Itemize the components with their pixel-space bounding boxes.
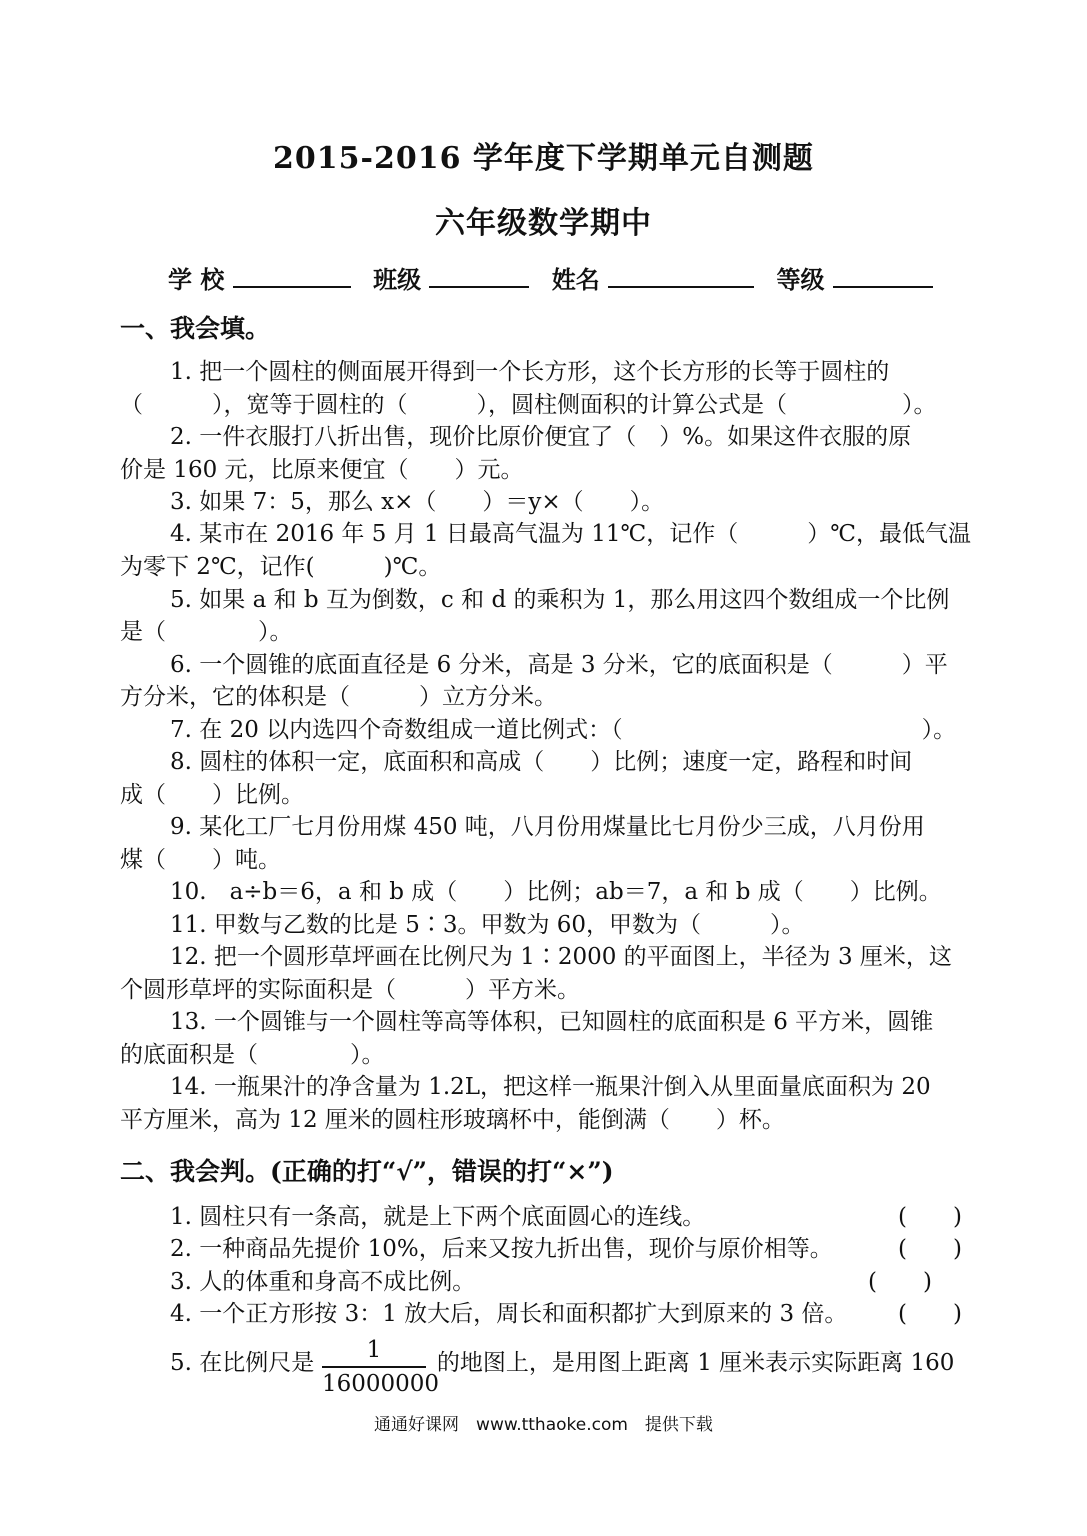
exam-title: 2015-2016 学年度下学期单元自测题 xyxy=(273,141,814,176)
school-label: 学 校 xyxy=(168,265,225,294)
footer-credit: 通通好课网 www.tthaoke.com 提供下载 xyxy=(374,1415,713,1435)
section2-heading: 二、我会判。(正确的打“√”，错误的打“×”) xyxy=(120,1157,614,1186)
fill-line: 12. 把一个圆形草坪画在比例尺为 1∶2000 的平面图上，半径为 3 厘米，这 xyxy=(170,944,952,970)
judge-text: 1. 圆柱只有一条高，就是上下两个底面圆心的连线。 xyxy=(170,1204,706,1230)
fill-line: 14. 一瓶果汁的净含量为 1.2L，把这样一瓶果汁倒入从里面量底面积为 20 xyxy=(170,1074,931,1100)
fill-line: 3. 如果 7：5，那么 x×（ ）＝y×（ ）。 xyxy=(170,489,665,515)
class-blank xyxy=(429,264,529,288)
fill-line: 平方厘米，高为 12 厘米的圆柱形玻璃杯中，能倒满（ ）杯。 xyxy=(120,1107,785,1133)
fill-line: 4. 某市在 2016 年 5 月 1 日最高气温为 11℃，记作（ ）℃，最低气温 xyxy=(170,521,971,547)
judge-text: 3. 人的体重和身高不成比例。 xyxy=(170,1269,476,1295)
judge5-suffix: 的地图上，是用图上距离 1 厘米表示实际距离 160 xyxy=(436,1350,955,1376)
fill-line: 成（ ）比例。 xyxy=(120,782,304,808)
fill-line: 为零下 2℃，记作( )℃。 xyxy=(120,554,442,580)
fill-line: 10. a÷b＝6，a 和 b 成（ ）比例；ab＝7，a 和 b 成（ ）比例。 xyxy=(170,879,942,905)
fill-line: 是（ ）。 xyxy=(120,619,293,645)
judge-item xyxy=(170,1266,970,1298)
fill-line: （ ），宽等于圆柱的（ ），圆柱侧面积的计算公式是（ ）。 xyxy=(120,392,937,418)
judge-item xyxy=(170,1233,970,1265)
student-info-row xyxy=(168,260,928,295)
fill-line: 8. 圆柱的体积一定，底面积和高成（ ）比例；速度一定，路程和时间 xyxy=(170,749,913,775)
exam-subtitle: 六年级数学期中 xyxy=(435,206,652,241)
judge-item xyxy=(170,1201,970,1233)
fill-line: 13. 一个圆锥与一个圆柱等高等体积，已知圆柱的底面积是 6 平方米，圆锥 xyxy=(170,1009,934,1035)
fill-line: 11. 甲数与乙数的比是 5∶3。甲数为 60，甲数为（ ）。 xyxy=(170,912,805,938)
fill-line: 5. 如果 a 和 b 互为倒数，c 和 d 的乘积为 1，那么用这四个数组成一个比例 xyxy=(170,587,950,613)
judge-text: 2. 一种商品先提价 10%，后来又按九折出售，现价与原价相等。 xyxy=(170,1236,833,1262)
fill-line: 6. 一个圆锥的底面直径是 6 分米，高是 3 分米，它的底面积是（ ）平 xyxy=(170,652,948,678)
section1-heading: 一、我会填。 xyxy=(120,314,271,343)
judge-item-5 xyxy=(170,1347,970,1379)
grade-blank xyxy=(833,264,933,288)
judge-answer-blank: ( ) xyxy=(868,1269,932,1295)
judge-answer-blank: ( ) xyxy=(898,1236,962,1262)
judge-answer-blank: ( ) xyxy=(898,1301,962,1327)
judge-text: 4. 一个正方形按 3：1 放大后，周长和面积都扩大到原来的 3 倍。 xyxy=(170,1301,848,1327)
class-label: 班级 xyxy=(373,265,422,294)
fraction-numerator: 1 xyxy=(366,1337,382,1363)
name-blank xyxy=(608,264,754,288)
fill-line: 的底面积是（ ）。 xyxy=(120,1042,385,1068)
scale-fraction xyxy=(322,1336,440,1398)
fraction-bar xyxy=(322,1366,426,1368)
judge-item xyxy=(170,1298,970,1330)
fill-line: 1. 把一个圆柱的侧面展开得到一个长方形，这个长方形的长等于圆柱的 xyxy=(170,359,890,385)
fill-line: 价是 160 元，比原来便宜（ ）元。 xyxy=(120,457,524,483)
name-label: 姓名 xyxy=(551,265,600,294)
judge-answer-blank: ( ) xyxy=(898,1204,962,1230)
fill-line: 煤（ ）吨。 xyxy=(120,847,281,873)
school-blank xyxy=(233,264,351,288)
grade-label: 等级 xyxy=(776,265,825,294)
fill-line: 方分米，它的体积是（ ）立方分米。 xyxy=(120,684,557,710)
fill-line: 2. 一件衣服打八折出售，现价比原价便宜了（ ）%。如果这件衣服的原 xyxy=(170,424,912,450)
fill-line: 7. 在 20 以内选四个奇数组成一道比例式：（ ）。 xyxy=(170,717,957,743)
fill-line: 个圆形草坪的实际面积是（ ）平方米。 xyxy=(120,977,580,1003)
judge5-prefix: 5. 在比例尺是 xyxy=(170,1350,315,1376)
fill-line: 9. 某化工厂七月份用煤 450 吨，八月份用煤量比七月份少三成，八月份用 xyxy=(170,814,925,840)
fraction-denominator: 16000000 xyxy=(322,1371,440,1397)
